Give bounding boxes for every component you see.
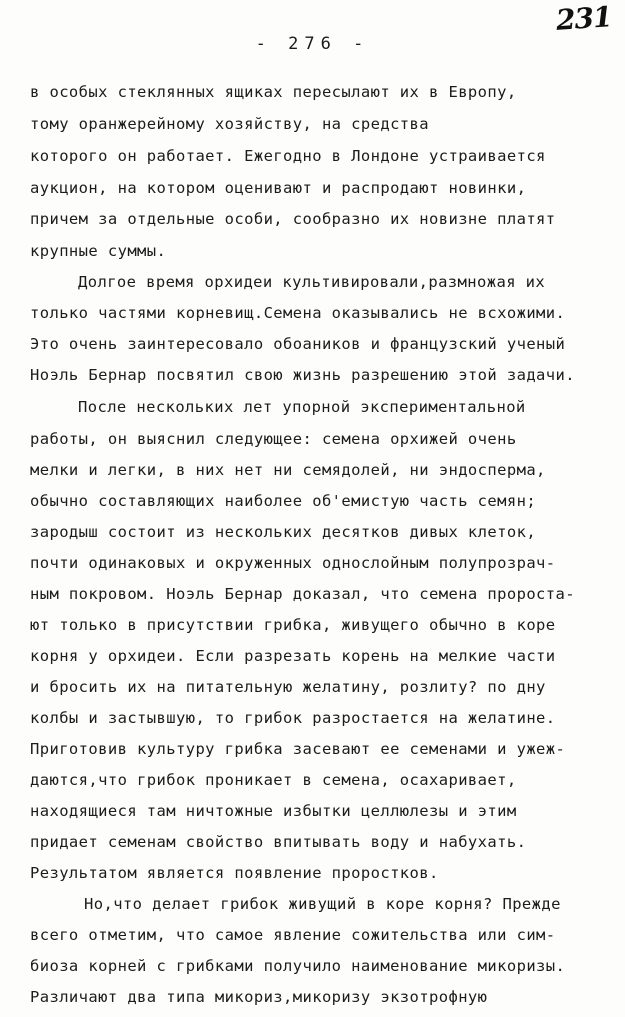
text-line: обычно составляющих наиболее об'емистую часть семян; bbox=[30, 492, 537, 510]
handwritten-archive-number: 231 bbox=[554, 0, 613, 37]
text-line: корня у орхидеи. Если разрезать корень на мелкие части bbox=[30, 647, 556, 665]
text-line: всего отметим, что самое явление сожительства или сим- bbox=[30, 926, 556, 944]
text-line: Приготовив культуру грибка засевают ее семенами и ужеж- bbox=[30, 740, 566, 758]
text-line: ным покровом. Ноэль Бернар доказал, что семена пророста- bbox=[30, 585, 575, 603]
text-line: почти одинаковых и окруженных однослойным полупрозрач- bbox=[30, 554, 556, 572]
text-line: Результатом является появление проростков. bbox=[30, 864, 439, 882]
text-line: Различают два типа микориз,микоризу экзотрофную bbox=[30, 988, 488, 1006]
text-line: зародыш состоит из нескольких десятков дивых клеток, bbox=[30, 523, 537, 541]
text-line: и бросить их на питательную желатину, розлиту? по дну bbox=[30, 678, 546, 696]
text-line: Ноэль Бернар посвятил свою жизнь разрешению этой задачи. bbox=[30, 366, 575, 384]
text-line: мелки и легки, в них нет ни семядолей, ни эндосперма, bbox=[30, 461, 546, 479]
text-line: крупные суммы. bbox=[30, 242, 167, 260]
text-line: только частями корневищ.Семена оказывались не всхожими. bbox=[30, 304, 566, 322]
text-line: тому оранжерейному хозяйству, на средства bbox=[30, 115, 430, 133]
text-line: даются,что грибок проникает в семена, осахаривает, bbox=[30, 771, 517, 789]
text-line: которого он работает. Ежегодно в Лондоне устраивается bbox=[30, 147, 546, 165]
text-line: биоза корней с грибками получило наименование микоризы. bbox=[30, 957, 566, 975]
page-number: - 276 - bbox=[255, 34, 370, 54]
text-line: в особых стеклянных ящиках пересылают их в Европу, bbox=[30, 83, 517, 101]
text-line: После нескольких лет упорной экспериментальной bbox=[78, 398, 526, 416]
text-line: аукцион, на котором оценивают и распродают новинки, bbox=[30, 179, 527, 197]
text-line: причем за отдельные особи, сообразно их новизне платят bbox=[30, 210, 556, 228]
text-line: придает семенам свойство впитывать воду и набухать. bbox=[30, 833, 527, 851]
text-line: колбы и застывшую, то грибок разростается на желатине. bbox=[30, 709, 556, 727]
text-line: Это очень заинтересовало обоаников и французский ученый bbox=[30, 335, 566, 353]
text-line: работы, он выяснил следующее: семена орхижей очень bbox=[30, 430, 517, 448]
text-line: Долгое время орхидеи культивировали,размножая их bbox=[78, 273, 546, 291]
text-line: ют только в присутствии грибка, живущего обычно в коре bbox=[30, 616, 556, 634]
text-line: Но,что делает грибок живущий в коре корня? Прежде bbox=[84, 895, 561, 913]
text-line: находящиеся там ничтожные избытки целлюлезы и этим bbox=[30, 802, 517, 820]
